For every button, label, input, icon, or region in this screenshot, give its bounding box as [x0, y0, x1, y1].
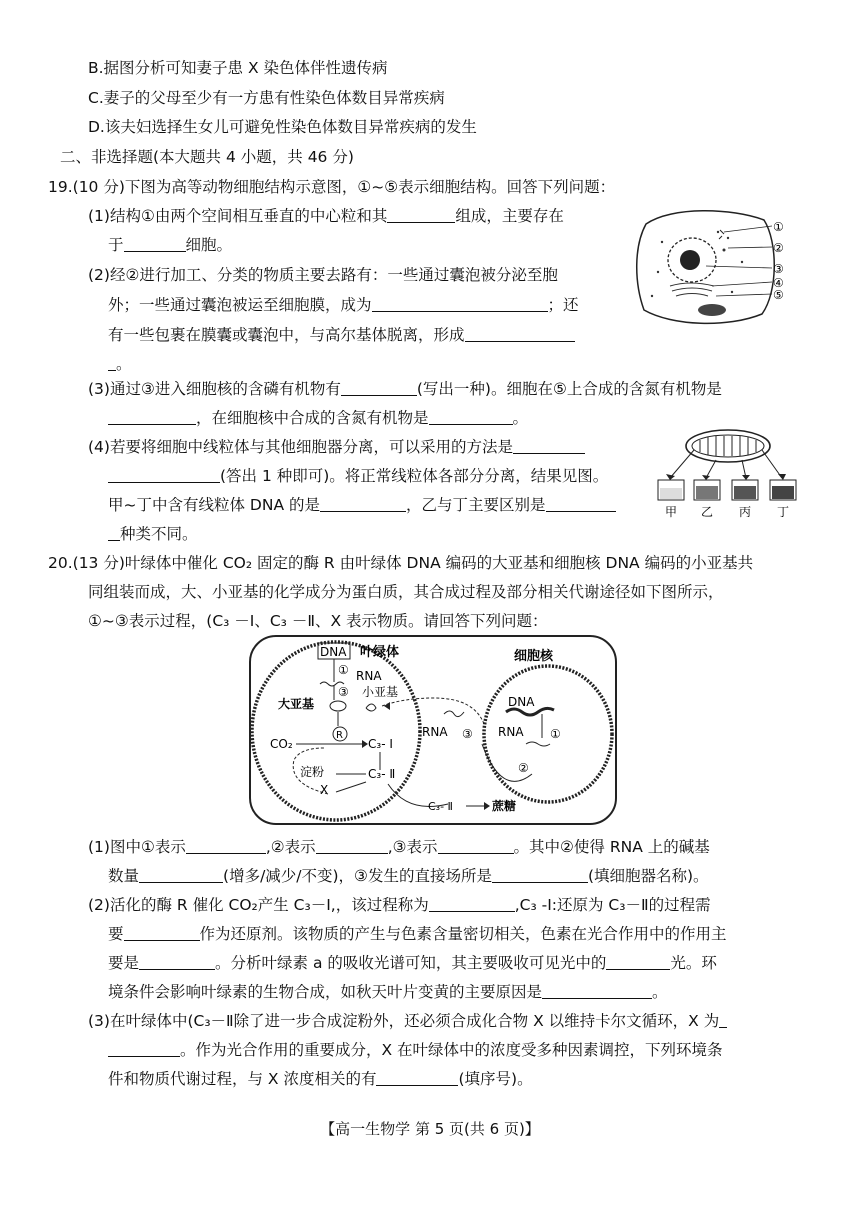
svg-text:小亚基: 小亚基 — [362, 685, 399, 699]
option-d: D.该夫妇选择生女儿可避免性染色体数目异常疾病的发生 — [88, 118, 477, 136]
cell-label-1: ① — [773, 220, 784, 234]
q20-part1-line2: 数量 (增多/减少/不变)，③发生的直接场所是 (填细胞器名称)。 — [108, 867, 709, 885]
q20-part2-line3: 要是 。分析叶绿素 a 的吸收光谱可知，其主要吸收可见光中的 光。环 — [108, 954, 717, 972]
tube-label-jia: 甲 — [665, 505, 678, 519]
svg-text:RNA: RNA — [356, 669, 382, 683]
q20-part3-line2: 。作为光合作用的重要成分，X 在叶绿体中的浓度受多种因素调控，下列环境条 — [108, 1040, 723, 1060]
tube-label-ding: 丁 — [777, 505, 790, 519]
q19-part4-line2: (答出 1 种即可)。将正常线粒体各部分分离，结果见图。 — [108, 466, 608, 486]
svg-text:X: X — [320, 783, 329, 797]
svg-text:CO₂: CO₂ — [270, 737, 293, 751]
dna-chloroplast: DNA — [320, 645, 347, 659]
cell-label-3: ③ — [773, 262, 784, 276]
svg-text:淀粉: 淀粉 — [300, 765, 325, 779]
option-c: C.妻子的父母至少有一方患有性染色体数目异常疾病 — [88, 89, 445, 107]
q19-part3-line2: ，在细胞核中合成的含氮有机物是 。 — [108, 408, 528, 428]
q20-part3-line1: (3)在叶绿体中(C₃－Ⅱ除了进一步合成淀粉外，还必须合成化合物 X 以维持卡尔文循环，X 为 — [88, 1011, 727, 1031]
svg-text:③: ③ — [338, 685, 349, 699]
page-footer: 【高一生物学 第 5 页(共 6 页)】 — [320, 1120, 540, 1138]
svg-text:①: ① — [338, 663, 349, 677]
q20-stem-line3: ①~③表示过程，(C₃ －Ⅰ、C₃ －Ⅱ、X 表示物质。请回答下列问题： — [88, 612, 548, 630]
q20-part2-line1: (2)活化的酶 R 催化 CO₂产生 C₃－Ⅰ,，该过程称为 ,C₃ -Ⅰ:还原为 C₃－Ⅱ的过程需 — [88, 896, 711, 914]
cell-label-4: ④ — [773, 276, 784, 290]
svg-text:C₃- Ⅰ: C₃- Ⅰ — [368, 737, 393, 751]
q20-part1-line1: (1)图中①表示 ,②表示 ,③表示 。其中②使得 RNA 上的碱基 — [88, 838, 710, 856]
q19-part4-line3: 甲~丁中含有线粒体 DNA 的是 ，乙与丁主要区别是 — [108, 495, 616, 515]
svg-text:C₃- Ⅱ: C₃- Ⅱ — [428, 800, 453, 813]
q19-part3-line1: (3)通过③进入细胞核的含磷有机物有 (写出一种)。细胞在⑤上合成的含氮有机物是 — [88, 380, 722, 398]
svg-text:①: ① — [550, 727, 561, 741]
svg-text:③: ③ — [462, 727, 473, 741]
svg-text:R: R — [336, 730, 343, 741]
chloroplast-diagram — [248, 634, 620, 828]
cell-label-5: ⑤ — [773, 288, 784, 302]
svg-text:RNA: RNA — [422, 725, 448, 739]
nucleus-label: 细胞核 — [514, 649, 554, 664]
q19-part1-line2: 于 细胞。 — [108, 236, 233, 254]
svg-text:蔗糖: 蔗糖 — [492, 799, 517, 813]
q19-part2-line4: 。 — [108, 354, 132, 374]
q20-stem-line1: 20.(13 分)叶绿体中催化 CO₂ 固定的酶 R 由叶绿体 DNA 编码的大亚基和细胞核 DNA 编码的小亚基共 — [48, 554, 754, 572]
q19-part4-line1: (4)若要将细胞中线粒体与其他细胞器分离，可以采用的方法是 — [88, 437, 585, 457]
svg-text:②: ② — [518, 761, 529, 775]
chloroplast-label: 叶绿体 — [360, 645, 400, 660]
svg-text:RNA: RNA — [498, 725, 524, 739]
q20-part2-line4: 境条件会影响叶绿素的生物合成，如秋天叶片变黄的主要原因是 。 — [108, 983, 668, 1001]
q19-part1-line1: (1)结构①由两个空间相互垂直的中心粒和其 组成，主要存在 — [88, 207, 564, 225]
option-b: B.据图分析可知妻子患 X 染色体伴性遗传病 — [88, 59, 388, 77]
q19-part4-line4: 种类不同。 — [108, 524, 198, 544]
q20-stem-line2: 同组装而成，大、小亚基的化学成分为蛋白质，其合成过程及部分相关代谢途径如下图所示， — [88, 583, 724, 601]
tube-label-yi: 乙 — [701, 505, 714, 519]
q20-part2-line2: 要 作为还原剂。该物质的产生与色素含量密切相关，色素在光合作用中的作用主 — [108, 925, 727, 943]
svg-text:C₃- Ⅱ: C₃- Ⅱ — [368, 767, 396, 781]
section-heading: 二、非选择题(本大题共 4 小题，共 46 分) — [60, 148, 354, 166]
svg-text:DNA: DNA — [508, 695, 535, 709]
mitochondria-fraction-figure — [654, 428, 804, 520]
q20-part3-line3: 件和物质代谢过程，与 X 浓度相关的有 (填序号)。 — [108, 1070, 533, 1088]
cell-label-2: ② — [773, 241, 784, 255]
q19-part2-line2: 外；一些通过囊泡被运至细胞膜，成为 ；还 — [108, 296, 579, 314]
q19-part2-line3: 有一些包裹在膜囊或囊泡中，与高尔基体脱离，形成 — [108, 325, 575, 345]
q19-stem: 19.(10 分)下图为高等动物细胞结构示意图，①~⑤表示细胞结构。回答下列问题： — [48, 178, 616, 196]
q19-part2-line1: (2)经②进行加工、分类的物质主要去路有：一些通过囊泡被分泌至胞 — [88, 266, 558, 284]
animal-cell-figure — [632, 202, 792, 332]
svg-text:大亚基: 大亚基 — [278, 697, 315, 711]
tube-label-bing: 丙 — [739, 505, 752, 519]
